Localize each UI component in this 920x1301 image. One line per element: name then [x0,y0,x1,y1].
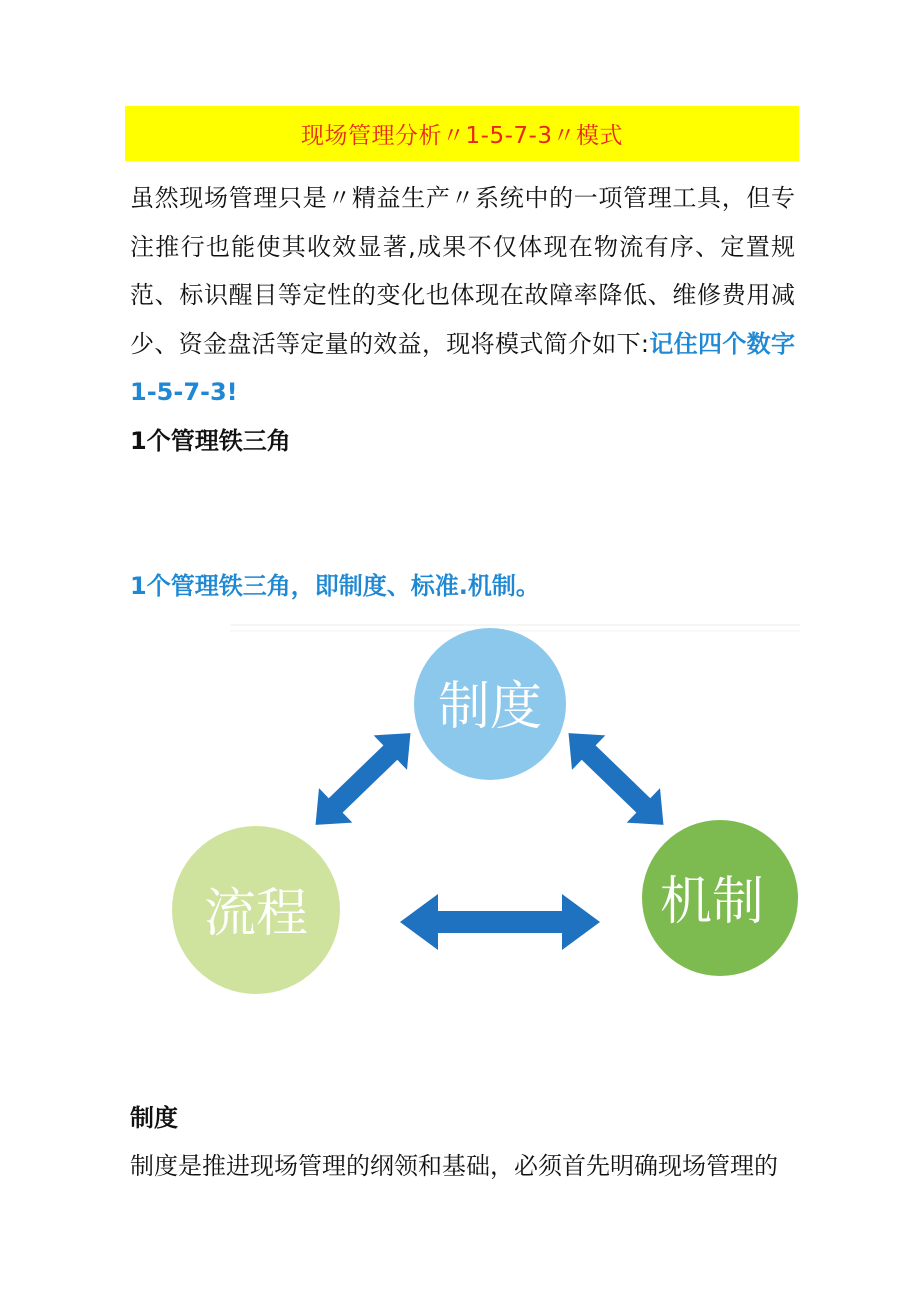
double-arrow-left-diagonal [299,716,427,842]
section-subheading-triangle: 1个管理铁三角，即制度、标准.机制。 [130,572,540,600]
label-jizhi: 机制 [659,872,765,932]
section-heading-zhidu: 制度 [130,1104,178,1132]
zhidu-paragraph: 制度是推进现场管理的纲领和基础，必须首先明确现场管理的 [130,1152,778,1180]
double-arrow-right-diagonal [552,716,680,842]
management-triangle-diagram [203,622,800,982]
intro-text: 虽然现场管理只是〃精益生产〃系统中的一项管理工具，但专注推行也能使其收效显著,成果不仅体现在物流有序、定置规范、标识醒目等定性的变化也体现在故障率降低、维修费用减少、资金盘活等定量的效益，现将模式简介如下: [130,184,795,358]
label-zhidu: 制度 [437,677,543,737]
section-heading-triangle: 1个管理铁三角 [130,427,291,455]
title-banner [125,106,799,161]
document-title: 现场管理分析〃1-5-7-3〃模式 [301,123,623,149]
intro-paragraph [130,174,795,417]
intro-highlight: 记住四个数字1-5-7-3! [130,329,795,406]
label-liucheng: 流程 [203,884,309,944]
double-arrow-horizontal [400,894,600,950]
background-grid [230,625,800,631]
